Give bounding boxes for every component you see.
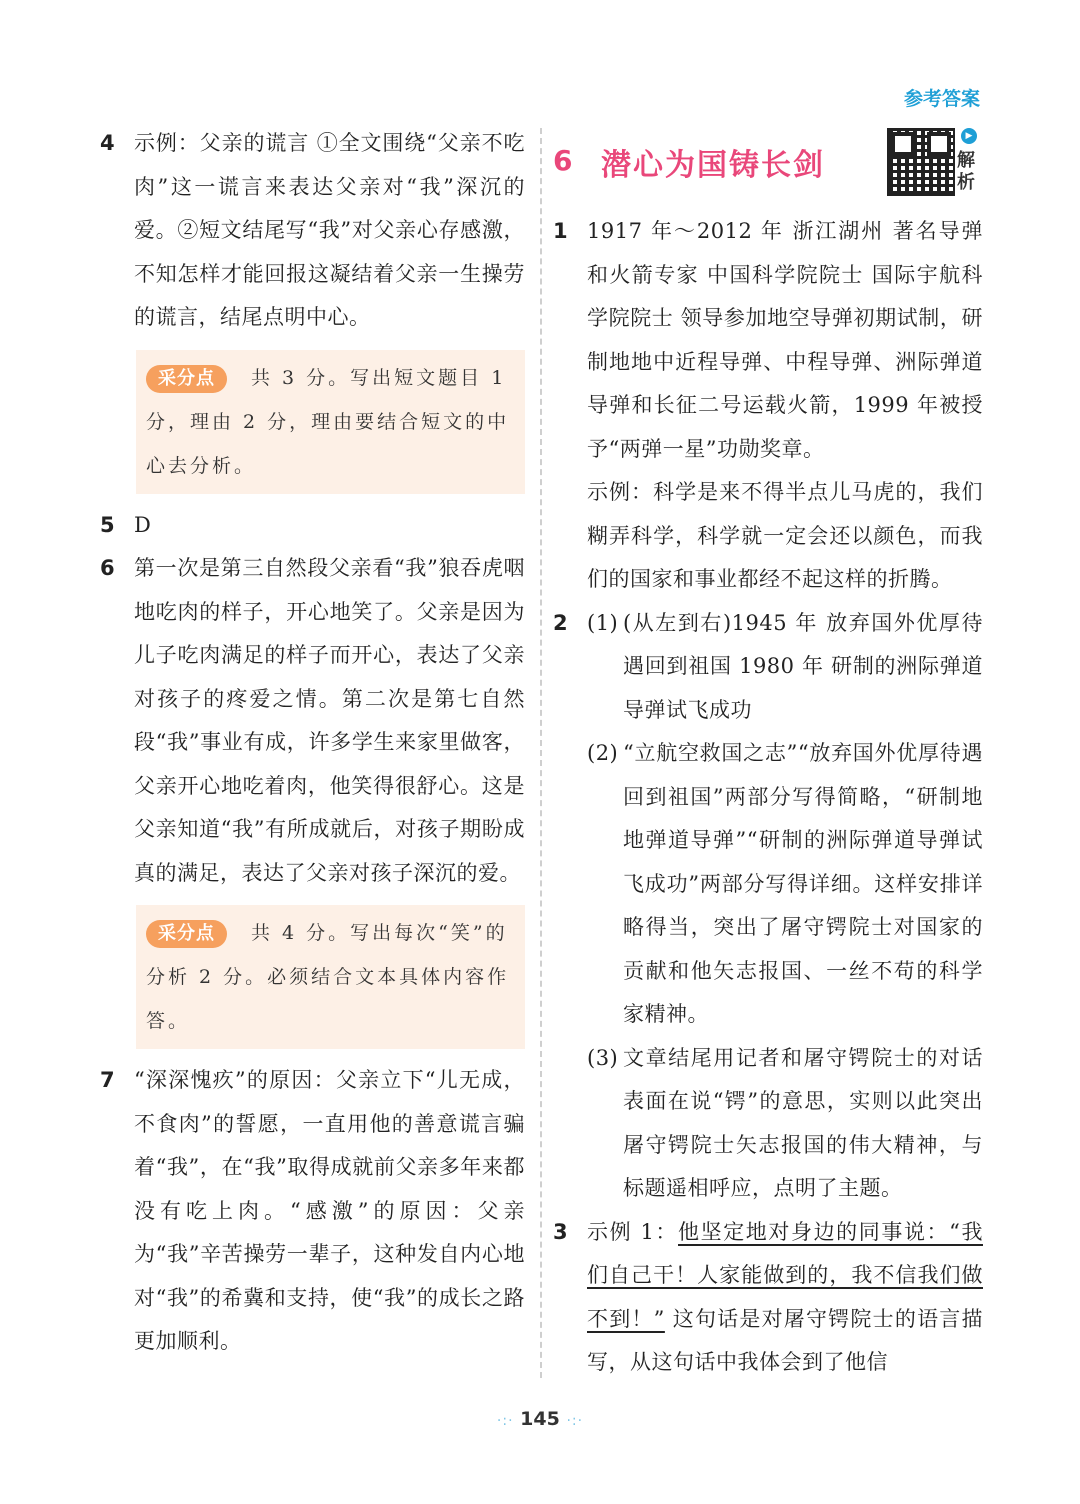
sub-label: (3) [587,1045,619,1070]
question-number: 3 [553,1219,569,1244]
scoring-tag: 采分点 [146,365,227,393]
underlined-quote: 他坚定地对身边的同事说：“我们自己干！人家能做到的，我不信我们做不到！” [587,1219,983,1331]
question-5 [100,504,525,548]
answer-text: “深深愧疚”的原因：父亲立下“儿无成，不食肉”的誓愿，一直用他的善意谎言骗着“我”，在“我”取得成就前父亲多年来都没有吃上肉。“感激”的原因：父亲为“我”辛苦操劳一辈子，这种发自内心地对“我”的希冀和支持，使“我”的成长之路更加顺利。 [134,1068,525,1353]
chapter-number: 6 [553,144,573,177]
example-prefix: 示例 1： [587,1219,679,1244]
answer-text: 1917 年～2012 年 浙江湖州 著名导弹和火箭专家 中国科学院院士 国际宇航科学院院士 领导参加地空导弹初期试制，研制地地中近程导弹、中程导弹、洲际弹道导弹和长征二号运载火箭，1999 年被授予“两弹一星”功勋奖章。 [587,219,983,461]
answer-text: D [134,512,152,537]
question-3 [553,1211,983,1385]
sub-text: 文章结尾用记者和屠守锷院士的对话表面在说“锷”的意思，实则以此突出屠守锷院士矢志报国的伟大精神，与标题遥相呼应，点明了主题。 [623,1045,983,1200]
sub-answer [587,732,983,1037]
right-column [553,122,983,1385]
question-number: 7 [100,1068,116,1092]
page-number [0,1408,1080,1430]
qr-code-icon[interactable] [887,128,955,196]
question-2 [553,602,983,1211]
dots-right-icon: ·:· [566,1413,584,1429]
dots-left-icon: ·:· [496,1413,514,1429]
analysis-label: 解析 [957,150,975,193]
scoring-tag: 采分点 [146,920,227,948]
question-number: 5 [100,512,116,537]
question-number: 6 [100,556,116,580]
example-text: 示例：科学是来不得半点儿马虎的，我们糊弄科学，科学就一定会还以颜色，而我们的国家和事业都经不起这样的折腾。 [587,480,983,591]
question-number: 2 [553,610,569,635]
scoring-box [136,905,525,1049]
scoring-box [136,350,525,494]
sub-answer [587,602,983,733]
column-divider [540,128,542,1378]
chapter-header [553,122,983,210]
sub-text: (从左到右)1945 年 放弃国外优厚待遇回到祖国 1980 年 研制的洲际弹道导弹试飞成功 [623,610,983,722]
question-number: 1 [553,219,569,243]
sub-label: (2) [587,741,619,765]
answer-text: 示例：父亲的谎言 ①全文围绕“父亲不吃肉”这一谎言来表达父亲对“我”深沉的爱。②短文结尾写“我”对父亲心存感激，不知怎样才能回报这凝结着父亲一生操劳的谎言，结尾点明中心。 [134,131,525,329]
answer-text [587,1211,983,1385]
question-6 [100,547,525,895]
play-icon[interactable]: ▶ [961,128,977,144]
question-number: 4 [100,131,116,155]
answer-key-label: 参考答案 [903,88,980,110]
question-4 [100,122,525,340]
chapter-title: 潜心为国铸长剑 [601,148,825,183]
question-7 [100,1059,525,1364]
sub-text: “立航空救国之志”“放弃国外优厚待遇回到祖国”两部分写得简略，“研制地地弹道导弹”“研制的洲际弹道导弹试飞成功”两部分写得详细。这样安排详略得当，突出了屠守锷院士对国家的贡献和他矢志报国、一丝不苟的科学家精神。 [623,741,983,1026]
sub-answer [587,1037,983,1211]
page-number-text: 145 [520,1408,560,1430]
sub-label: (1) [587,610,619,635]
question-1 [553,210,983,602]
answer-text: 第一次是第三自然段父亲看“我”狼吞虎咽地吃肉的样子，开心地笑了。父亲是因为儿子吃肉满足的样子而开心，表达了父亲对孩子的疼爱之情。第二次是第七自然段“我”事业有成，许多学生来家里做客，父亲开心地吃着肉，他笑得很舒心。这是父亲知道“我”有所成就后，对孩子期盼成真的满足，表达了父亲对孩子深沉的爱。 [134,556,525,885]
answer-rest: 这句话是对屠守锷院士的语言描写，从这句话中我体会到了他信 [587,1306,983,1374]
scoring-text: 共 4 分。写出每次“笑”的分析 2 分。必须结合文本具体内容作答。 [146,922,510,1032]
scoring-text: 共 3 分。写出短文题目 1 分，理由 2 分，理由要结合短文的中心去分析。 [146,366,510,477]
left-column [100,122,525,1364]
